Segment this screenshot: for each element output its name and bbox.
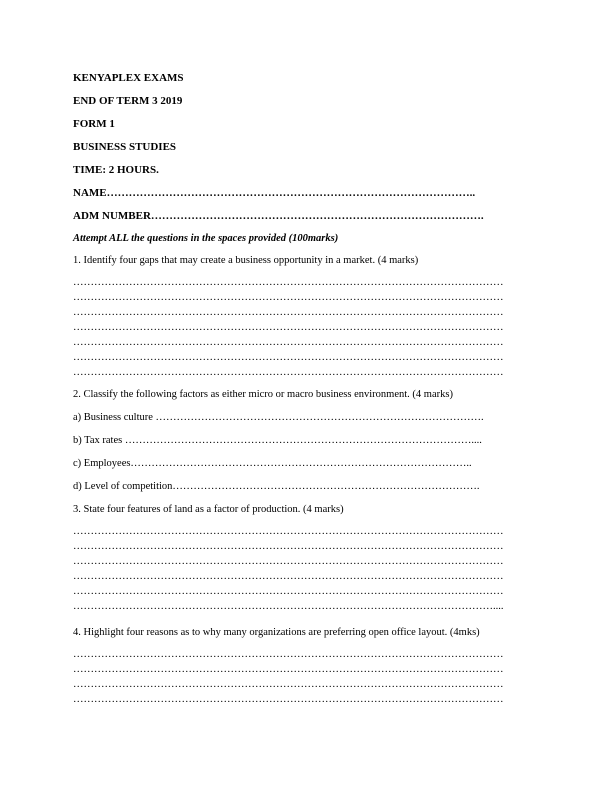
question-1: 1. Identify four gaps that may create a business opportunity in a market. (4 marks) [73, 255, 419, 266]
exam-time: TIME: 2 HOURS. [73, 164, 159, 176]
answer-line[interactable]: …………………………………………………………………………………………………………… [73, 649, 504, 660]
answer-line[interactable]: …………………………………………………………………………………………………………… [73, 322, 504, 333]
answer-line[interactable]: …………………………………………………………………………………………………………… [73, 526, 504, 537]
adm-number-field[interactable]: ADM NUMBER………………………………………………………………………………. [73, 210, 484, 222]
answer-line[interactable]: …………………………………………………………………………………………………………… [73, 367, 504, 378]
answer-line[interactable]: ………………………………………………………………………………………………………….... [73, 601, 504, 612]
answer-line[interactable]: …………………………………………………………………………………………………………… [73, 337, 504, 348]
exam-form: FORM 1 [73, 118, 115, 130]
exam-page [73, 70, 543, 708]
answer-line[interactable]: …………………………………………………………………………………………………………… [73, 277, 504, 288]
q2-item-d[interactable]: d) Level of competition……………………………………………………………………………. [73, 481, 480, 492]
answer-line[interactable]: …………………………………………………………………………………………………………… [73, 571, 504, 582]
answer-line[interactable]: …………………………………………………………………………………………………………… [73, 664, 504, 675]
answer-line[interactable]: …………………………………………………………………………………………………………… [73, 694, 504, 705]
question-2: 2. Classify the following factors as either micro or macro business environment. (4 marks) [73, 389, 453, 400]
q2-item-c[interactable]: c) Employees…………………………………………………………………………………….. [73, 458, 472, 469]
q2-item-a[interactable]: a) Business culture …………………………………………………………………………………. [73, 412, 484, 423]
name-field[interactable]: NAME……………………………………………………………………………………….. [73, 187, 476, 199]
answer-area-q3[interactable] [73, 525, 543, 615]
exam-subject: BUSINESS STUDIES [73, 141, 177, 153]
q2-item-b[interactable]: b) Tax rates ……………………………………………………………………………………….... [73, 435, 482, 446]
question-3: 3. State four features of land as a factor of production. (4 marks) [73, 504, 344, 515]
answer-line[interactable]: …………………………………………………………………………………………………………… [73, 586, 504, 597]
answer-line[interactable]: …………………………………………………………………………………………………………… [73, 541, 504, 552]
answer-line[interactable]: …………………………………………………………………………………………………………… [73, 352, 504, 363]
answer-line[interactable]: …………………………………………………………………………………………………………… [73, 679, 504, 690]
instructions: Attempt ALL the questions in the spaces provided (100marks) [73, 233, 339, 244]
exam-term: END OF TERM 3 2019 [73, 95, 183, 107]
exam-provider: KENYAPLEX EXAMS [73, 72, 184, 84]
answer-line[interactable]: …………………………………………………………………………………………………………… [73, 292, 504, 303]
answer-line[interactable]: …………………………………………………………………………………………………………… [73, 307, 504, 318]
answer-area-q1[interactable] [73, 276, 543, 381]
answer-area-q4[interactable] [73, 648, 543, 708]
answer-line[interactable]: …………………………………………………………………………………………………………… [73, 556, 504, 567]
question-4: 4. Highlight four reasons as to why many organizations are preferring open office layout. (4mks) [73, 627, 480, 638]
